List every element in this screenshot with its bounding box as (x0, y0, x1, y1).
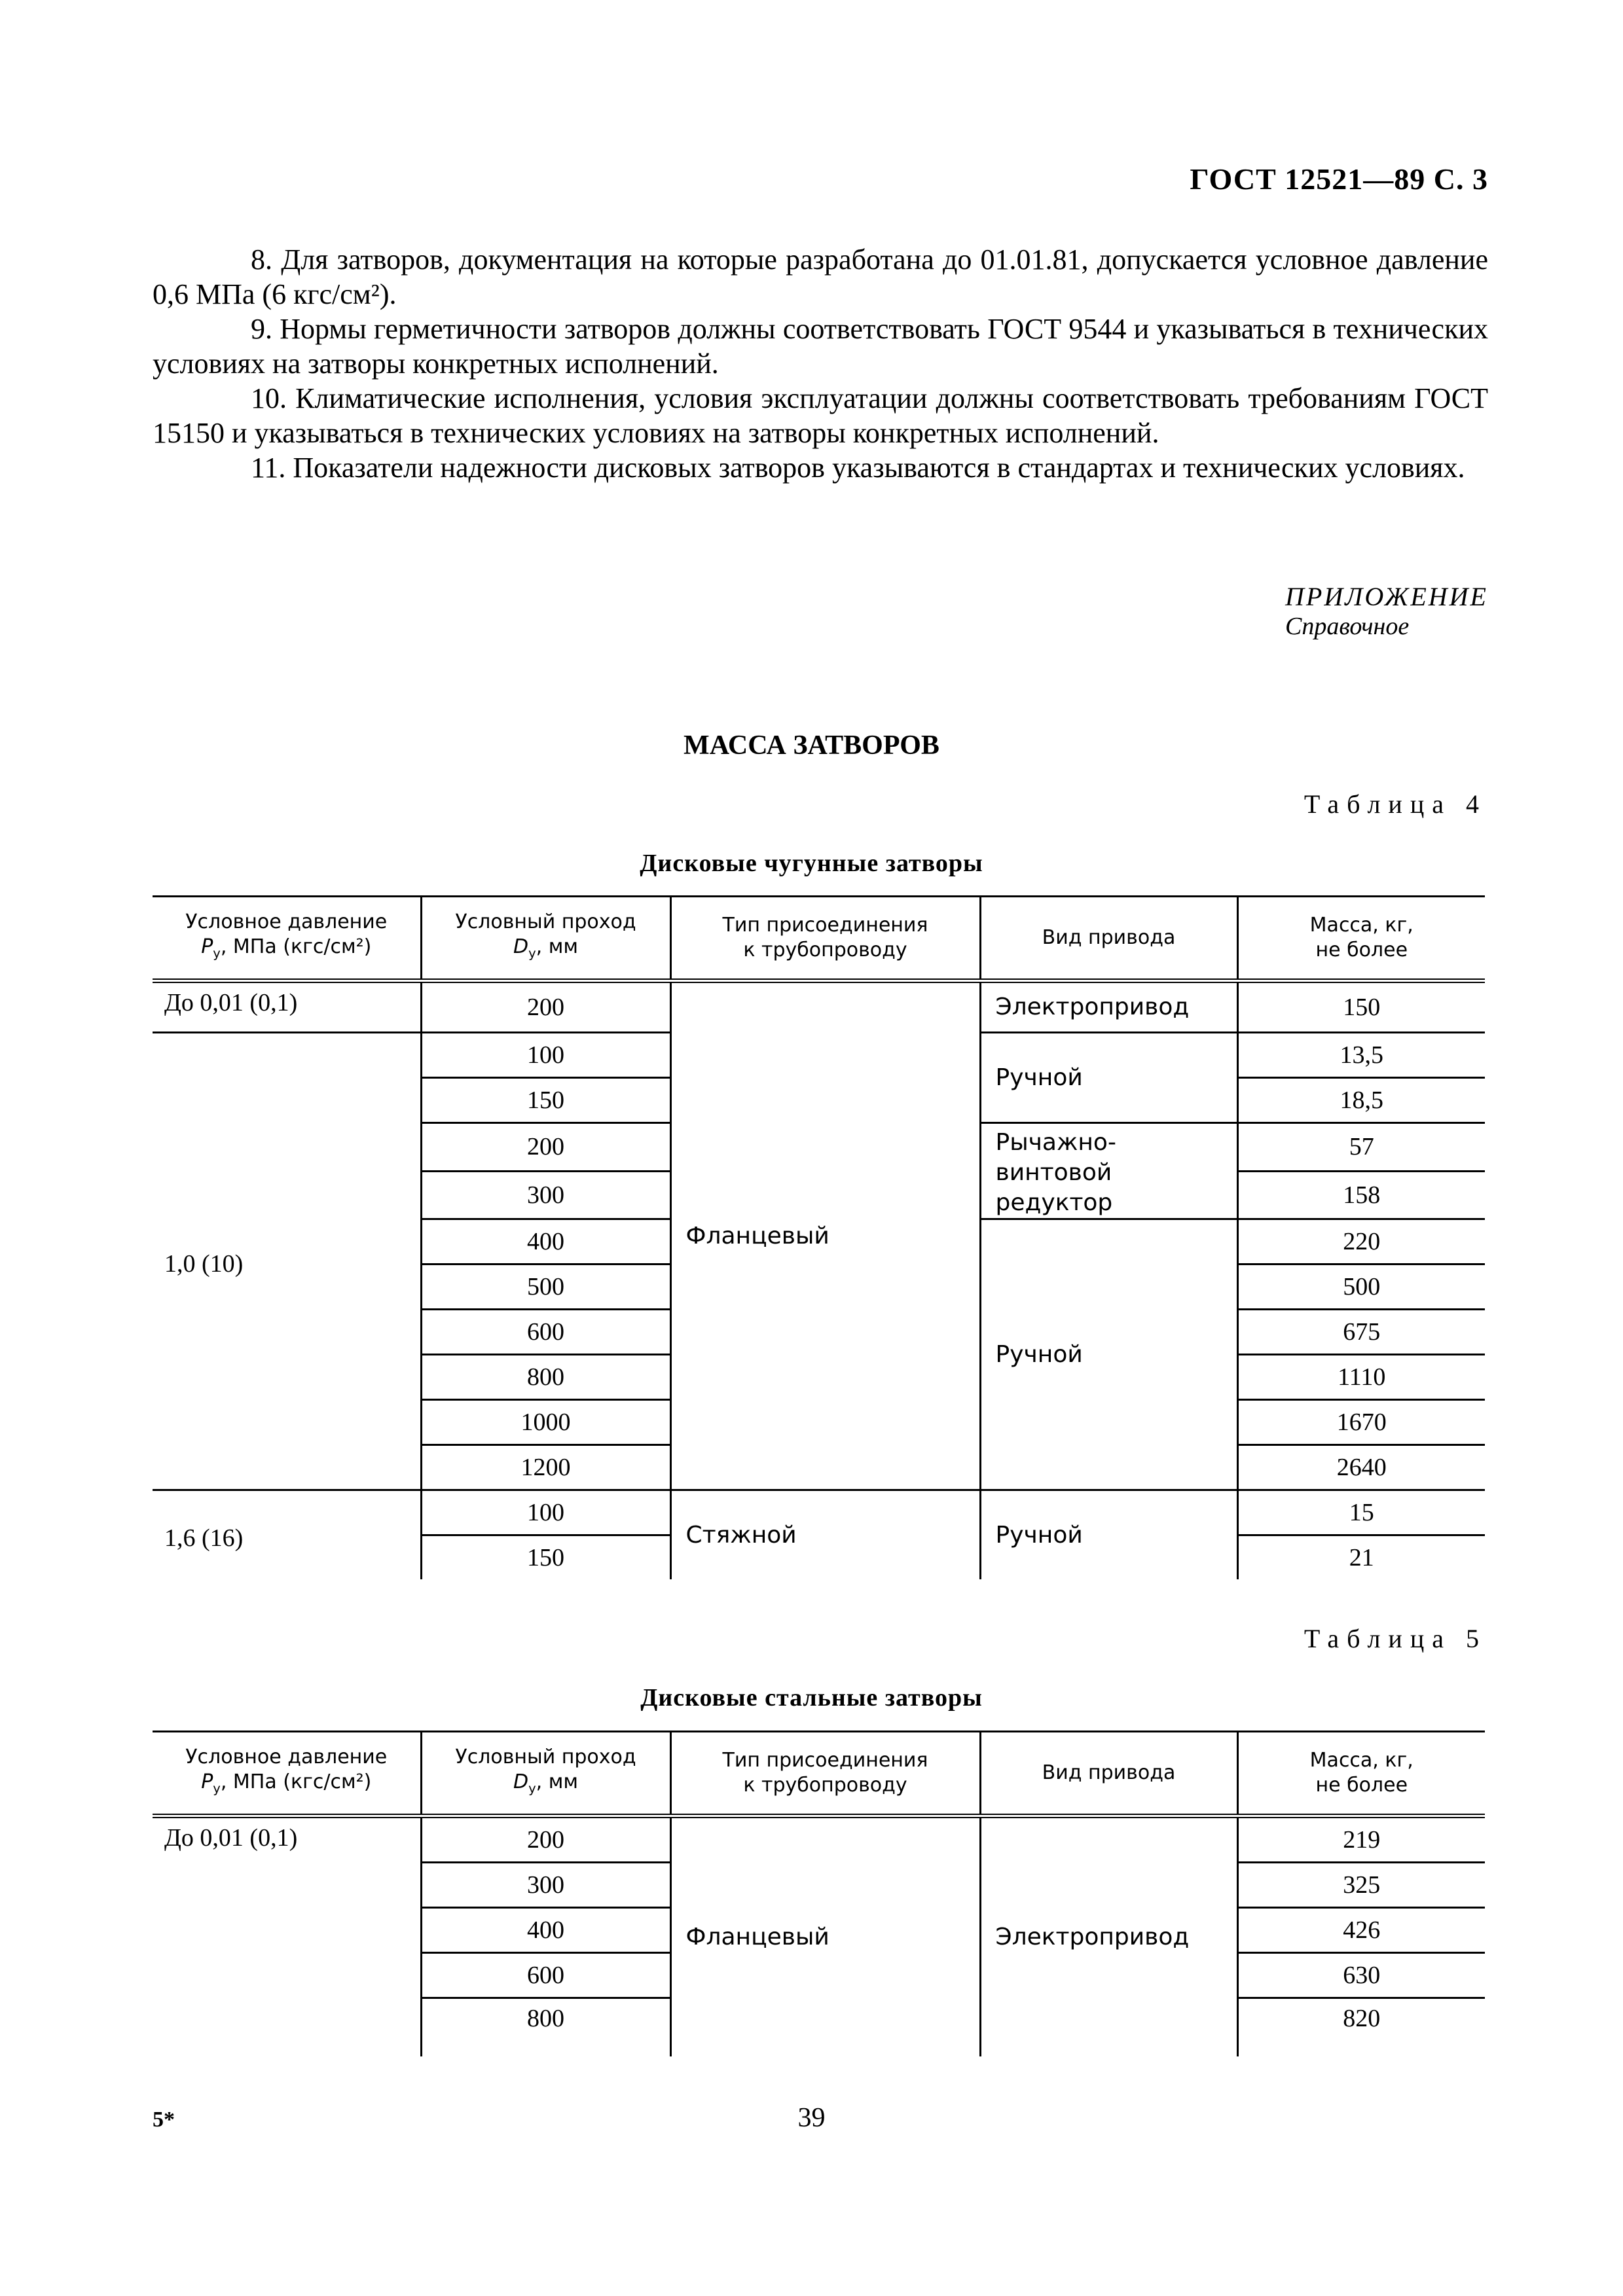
page-number: 39 (797, 2103, 826, 2133)
mass-cell: 13,5 (1237, 1033, 1485, 1078)
connection-cell: Фланцевый (670, 981, 980, 1490)
mass-cell: 158 (1237, 1171, 1485, 1219)
bore-cell: 150 (421, 1535, 670, 1580)
drive-cell: Ручной (980, 1033, 1237, 1123)
section-title: МАССА ЗАТВОРОВ (684, 730, 939, 761)
bore-cell: 150 (421, 1078, 670, 1123)
mass-cell: 325 (1237, 1863, 1485, 1908)
table4 (153, 895, 1485, 1579)
mass-cell: 57 (1237, 1123, 1485, 1172)
clause-11: 11. Показатели надежности дисковых затворов указываются в стандартах и технических условиях. (251, 452, 1465, 484)
mass-cell: 1670 (1237, 1400, 1485, 1445)
appendix-type: Справочное (1285, 613, 1410, 640)
mass-cell: 18,5 (1237, 1078, 1485, 1123)
bore-cell: 600 (421, 1953, 670, 1998)
mass-cell: 820 (1237, 1998, 1485, 2057)
mass-cell: 500 (1237, 1265, 1485, 1310)
pressure-cell: До 0,01 (0,1) (164, 989, 298, 1016)
pressure-cell: До 0,01 (0,1) (164, 1824, 298, 1852)
table-row (153, 981, 1485, 1033)
header-bore: Условный проход $D_у$, мм (421, 1732, 670, 1816)
drive-cell: Ручной (980, 1219, 1237, 1490)
footer-mark: 5* (153, 2108, 175, 2132)
table-row (153, 1490, 1485, 1535)
mass-cell: 21 (1237, 1535, 1485, 1580)
mass-cell: 675 (1237, 1310, 1485, 1355)
connection-cell: Фланцевый (670, 1816, 980, 2057)
bore-cell: 1200 (421, 1445, 670, 1490)
bore-cell: 300 (421, 1171, 670, 1219)
mass-cell: 2640 (1237, 1445, 1485, 1490)
table4-subtitle: Дисковые чугунные затворы (640, 850, 983, 877)
header-connection: Тип присоединения к трубопроводу (670, 897, 980, 981)
pressure-cell: 1,0 (10) (153, 1033, 421, 1490)
bore-cell: 1000 (421, 1400, 670, 1445)
clause-8: 8. Для затворов, документация на которые разработана до 01.01.81, допускается условное давление 0,6 МПа (6 кгс/см²). (153, 243, 1488, 310)
mass-cell: 150 (1237, 981, 1485, 1033)
bore-cell: 200 (421, 1123, 670, 1172)
table4-label: Таблица 4 (1304, 789, 1487, 819)
bore-cell: 800 (421, 1998, 670, 2057)
drive-cell: Рычажно-винтовой редуктор (980, 1123, 1237, 1219)
bore-cell: 500 (421, 1265, 670, 1310)
mass-cell: 15 (1237, 1490, 1485, 1535)
mass-cell: 219 (1237, 1816, 1485, 1863)
bore-cell: 600 (421, 1310, 670, 1355)
bore-cell: 100 (421, 1033, 670, 1078)
appendix-label (1285, 581, 1488, 641)
mass-cell: 220 (1237, 1219, 1485, 1265)
bore-cell: 400 (421, 1908, 670, 1953)
document-header: ГОСТ 12521—89 С. 3 (1190, 162, 1488, 196)
table-row (153, 1816, 1485, 1863)
header-connection: Тип присоединения к трубопроводу (670, 1732, 980, 1816)
clause-9: 9. Нормы герметичности затворов должны соответствовать ГОСТ 9544 и указываться в технических условиях на затворы конкретных исполнений. (153, 313, 1488, 380)
mass-cell: 426 (1237, 1908, 1485, 1953)
mass-cell: 630 (1237, 1953, 1485, 1998)
connection-cell: Стяжной (670, 1490, 980, 1580)
drive-cell: Электропривод (980, 981, 1237, 1033)
bore-cell: 200 (421, 981, 670, 1033)
bore-cell: 800 (421, 1355, 670, 1400)
mass-cell: 1110 (1237, 1355, 1485, 1400)
table5-subtitle: Дисковые стальные затворы (640, 1684, 983, 1712)
bore-cell: 400 (421, 1219, 670, 1265)
header-drive: Вид привода (980, 897, 1237, 981)
header-drive: Вид привода (980, 1732, 1237, 1816)
header-mass: Масса, кг, не более (1237, 897, 1485, 981)
table5-label: Таблица 5 (1304, 1624, 1487, 1653)
appendix-title: ПРИЛОЖЕНИЕ (1285, 582, 1488, 611)
pressure-cell: 1,6 (16) (153, 1490, 421, 1580)
table5 (153, 1731, 1485, 2056)
bore-cell: 300 (421, 1863, 670, 1908)
drive-cell: Электропривод (980, 1816, 1237, 2057)
bore-cell: 200 (421, 1816, 670, 1863)
header-pressure: Условное давление $P_у$, МПа (кгс/см²) (153, 1732, 421, 1816)
clause-10: 10. Климатические исполнения, условия эксплуатации должны соответствовать требованиям ГОСТ 15150 и указываться в технических условиях на затворы конкретных исполнений. (153, 382, 1488, 449)
drive-cell: Ручной (980, 1490, 1237, 1580)
bore-cell: 100 (421, 1490, 670, 1535)
header-mass: Масса, кг, не более (1237, 1732, 1485, 1816)
table5-header-row (153, 1732, 1485, 1816)
header-bore: Условный проход $D_у$, мм (421, 897, 670, 981)
clauses (153, 242, 1488, 485)
table4-header-row (153, 897, 1485, 981)
header-pressure: Условное давление $P_у$, МПа (кгс/см²) (153, 897, 421, 981)
